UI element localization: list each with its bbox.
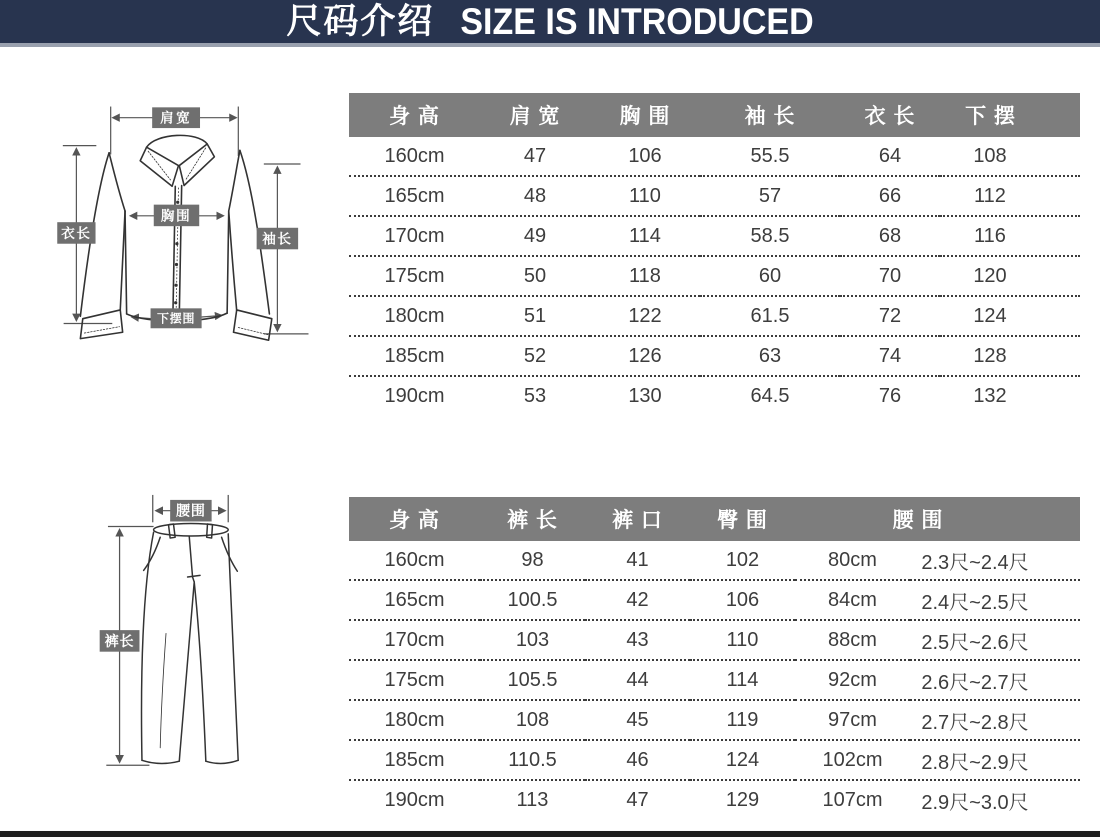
size-cell: 110.5 xyxy=(480,740,585,780)
waistband xyxy=(154,524,229,536)
size-cell: 107cm xyxy=(822,788,883,811)
size-cell: 175cm xyxy=(349,660,480,700)
size-cell: 52 xyxy=(480,336,590,376)
body-length-label: 衣长 xyxy=(61,226,92,242)
title-banner xyxy=(0,0,1100,47)
size-cell: 84cm xyxy=(795,580,910,620)
shoulder-width-label: 肩宽 xyxy=(160,110,193,126)
size-row xyxy=(349,780,1080,819)
size-cell: 80cm xyxy=(795,541,910,580)
size-cell: 114 xyxy=(590,216,700,256)
column-header: 腰 围 xyxy=(795,497,1080,541)
chest-label: 胸围 xyxy=(160,208,192,224)
size-cell: 180cm xyxy=(349,700,480,740)
size-row xyxy=(349,256,1080,296)
size-cell: 190cm xyxy=(384,384,445,407)
size-row xyxy=(349,296,1080,336)
body-left xyxy=(125,211,127,314)
size-cell: 110 xyxy=(590,176,700,216)
size-cell: 112 xyxy=(940,176,1080,216)
size-cell: 74 xyxy=(840,336,940,376)
size-row xyxy=(349,620,1080,660)
size-cell: 76 xyxy=(878,384,902,407)
size-cell: 41 xyxy=(585,541,690,580)
header-row xyxy=(349,497,1080,541)
size-row xyxy=(349,137,1080,176)
size-row xyxy=(349,216,1080,256)
size-cell: 185cm xyxy=(349,336,480,376)
size-cell: 122 xyxy=(590,296,700,336)
size-cell: 2.5尺~2.6尺 xyxy=(910,620,1080,660)
size-cell: 170cm xyxy=(349,216,480,256)
column-header: 裤 长 xyxy=(480,497,585,541)
size-cell: 2.4尺~2.5尺 xyxy=(910,580,1080,620)
size-row xyxy=(349,740,1080,780)
size-cell: 118 xyxy=(590,256,700,296)
size-cell: 2.3尺~2.4尺 xyxy=(910,541,1080,580)
size-cell: 170cm xyxy=(349,620,480,660)
left-sleeve-inner xyxy=(120,211,125,310)
size-cell: 64.5 xyxy=(750,384,790,407)
size-cell: 63 xyxy=(700,336,840,376)
size-cell: 175cm xyxy=(349,256,480,296)
size-cell: 180cm xyxy=(349,296,480,336)
title-english: SIZE IS INTRODUCED xyxy=(460,0,814,43)
size-cell: 47 xyxy=(480,137,590,176)
body-right xyxy=(227,211,229,313)
size-cell: 129 xyxy=(725,788,760,811)
waist-label: 腰围 xyxy=(175,502,206,519)
fly-line xyxy=(189,536,192,577)
size-cell: 165cm xyxy=(349,580,480,620)
column-header: 臀 围 xyxy=(690,497,795,541)
size-row xyxy=(349,336,1080,376)
size-cell: 61.5 xyxy=(700,296,840,336)
left-cuff-stitch xyxy=(84,327,119,333)
right-armhole xyxy=(229,150,240,211)
size-cell: 66 xyxy=(840,176,940,216)
size-cell: 50 xyxy=(480,256,590,296)
size-cell: 108 xyxy=(940,137,1080,176)
size-cell: 100.5 xyxy=(480,580,585,620)
size-cell: 55.5 xyxy=(700,137,840,176)
size-cell: 116 xyxy=(940,216,1080,256)
size-cell: 165cm xyxy=(349,176,480,216)
hem-right xyxy=(206,760,238,763)
header-row xyxy=(349,93,1080,137)
size-cell: 88cm xyxy=(795,620,910,660)
pants-length-label: 裤长 xyxy=(104,632,135,649)
column-header: 袖 长 xyxy=(700,93,840,137)
size-cell: 48 xyxy=(480,176,590,216)
size-row xyxy=(349,176,1080,216)
size-row xyxy=(349,700,1080,740)
size-cell: 2.6尺~2.7尺 xyxy=(910,660,1080,700)
size-row xyxy=(349,580,1080,620)
shirt-dimension-labels xyxy=(57,107,298,328)
size-cell: 97cm xyxy=(795,700,910,740)
size-cell: 128 xyxy=(940,336,1080,376)
size-cell: 60 xyxy=(700,256,840,296)
leg-left-inner xyxy=(179,577,194,761)
pants-size-table xyxy=(349,497,1080,819)
size-cell: 58.5 xyxy=(700,216,840,256)
hem-label: 下摆围 xyxy=(156,311,196,326)
size-row xyxy=(349,541,1080,580)
size-cell: 106 xyxy=(590,137,700,176)
size-cell: 113 xyxy=(516,788,549,811)
size-row xyxy=(349,660,1080,700)
size-cell: 51 xyxy=(480,296,590,336)
size-cell: 120 xyxy=(940,256,1080,296)
right-sleeve-inner xyxy=(229,211,237,311)
shirt-diagram xyxy=(0,85,345,420)
column-header: 下 摆 xyxy=(940,93,1080,137)
size-cell: 103 xyxy=(480,620,585,660)
pants-diagram xyxy=(60,480,350,830)
size-cell: 110 xyxy=(690,620,795,660)
size-cell: 130 xyxy=(628,384,662,407)
right-cuff xyxy=(234,310,272,340)
size-cell: 72 xyxy=(840,296,940,336)
size-cell: 57 xyxy=(700,176,840,216)
size-cell: 47 xyxy=(626,788,649,811)
size-cell: 64 xyxy=(840,137,940,176)
collar-left-flap xyxy=(140,147,178,186)
title-chinese: 尺码介绍 xyxy=(286,2,435,41)
fly-notch xyxy=(188,575,200,577)
size-cell: 46 xyxy=(585,740,690,780)
pants-line-art xyxy=(141,524,238,764)
size-cell: 108 xyxy=(480,700,585,740)
size-cell: 132 xyxy=(973,384,1007,407)
size-cell: 2.9尺~3.0尺 xyxy=(921,791,1029,814)
size-cell: 49 xyxy=(480,216,590,256)
size-cell: 42 xyxy=(585,580,690,620)
sleeve-length-label: 袖长 xyxy=(262,231,293,247)
size-cell: 102 xyxy=(690,541,795,580)
leg-right-outer xyxy=(228,534,238,760)
column-header: 胸 围 xyxy=(590,93,700,137)
size-cell: 105.5 xyxy=(480,660,585,700)
size-cell: 53 xyxy=(523,384,547,407)
size-cell: 185cm xyxy=(349,740,480,780)
size-cell: 124 xyxy=(690,740,795,780)
size-cell: 70 xyxy=(840,256,940,296)
size-cell: 98 xyxy=(480,541,585,580)
size-row xyxy=(349,376,1080,415)
bottom-divider-bar xyxy=(0,831,1100,837)
left-cuff xyxy=(80,310,122,339)
size-cell: 126 xyxy=(590,336,700,376)
size-cell: 106 xyxy=(690,580,795,620)
size-cell: 45 xyxy=(585,700,690,740)
leg-right-inner xyxy=(194,582,206,761)
size-cell: 92cm xyxy=(795,660,910,700)
size-cell: 119 xyxy=(690,700,795,740)
column-header: 裤 口 xyxy=(585,497,690,541)
column-header: 衣 长 xyxy=(840,93,940,137)
size-cell: 160cm xyxy=(349,137,480,176)
collar-right-flap xyxy=(179,144,214,185)
column-header: 身 高 xyxy=(349,93,480,137)
leg-left-outer xyxy=(141,532,153,760)
shirt-size-table xyxy=(349,93,1080,415)
column-header: 肩 宽 xyxy=(480,93,590,137)
hem-left xyxy=(142,760,179,763)
size-cell: 124 xyxy=(940,296,1080,336)
size-cell: 160cm xyxy=(349,541,480,580)
collar-back xyxy=(147,135,208,147)
left-armhole xyxy=(109,153,125,211)
crease-line xyxy=(160,633,166,747)
size-cell: 190cm xyxy=(384,788,445,811)
size-cell: 68 xyxy=(840,216,940,256)
size-cell: 43 xyxy=(585,620,690,660)
size-cell: 114 xyxy=(690,660,795,700)
size-cell: 2.8尺~2.9尺 xyxy=(910,740,1080,780)
size-cell: 44 xyxy=(585,660,690,700)
size-cell: 2.7尺~2.8尺 xyxy=(910,700,1080,740)
column-header: 身 高 xyxy=(349,497,480,541)
size-cell: 102cm xyxy=(795,740,910,780)
